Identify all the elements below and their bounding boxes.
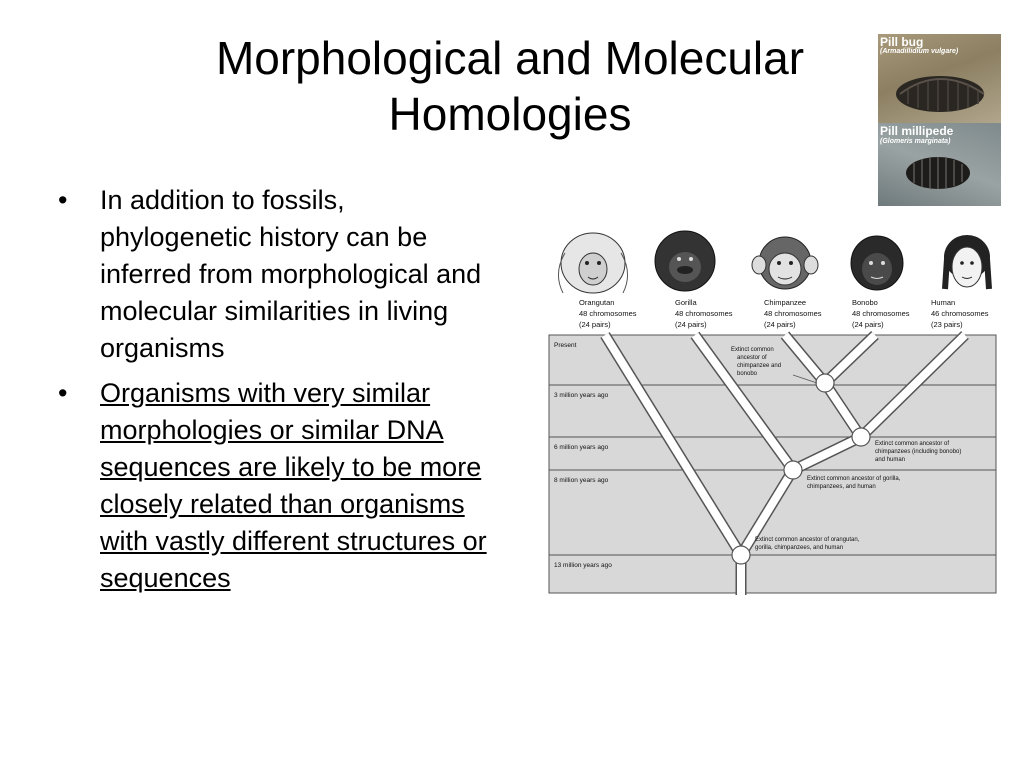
annotation-gorilla: Extinct common ancestor of gorilla, <box>807 476 901 482</box>
time-band-label: Present <box>554 342 577 349</box>
species-pairs: (24 pairs) <box>764 320 796 329</box>
bullet-text-underlined: Organisms with very similar morphologies or similar DNA sequences are likely to be more closely related than organisms with vastly different structures or sequences <box>100 378 487 593</box>
pill-bug-panel <box>878 34 1001 123</box>
orangutan-head-icon <box>558 233 627 293</box>
pill-bug-photo <box>878 34 1001 206</box>
pill-bug-label: Pill bug <box>880 35 924 49</box>
bonobo-head-icon <box>851 236 903 290</box>
node-chimp-bonobo <box>816 374 834 392</box>
bullet-item <box>58 182 498 367</box>
chimpanzee-head-icon <box>752 237 818 289</box>
annotation-chimp-bonobo: chimpanzee and <box>737 363 782 369</box>
annotation-orangutan: gorilla, chimpanzees, and human <box>755 545 844 551</box>
slide-title: Morphological and Molecular Homologies <box>215 32 805 140</box>
pill-millipede-panel <box>878 123 1001 206</box>
annotation-gorilla: chimpanzees, and human <box>807 484 876 490</box>
species-pairs: (24 pairs) <box>852 320 884 329</box>
time-band <box>549 385 996 437</box>
node-gorilla <box>784 461 802 479</box>
annotation-chimp-bonobo: ancestor of <box>737 355 767 361</box>
pill-millipede-species: (Glomeris marginata) <box>880 138 951 145</box>
species-pairs: (24 pairs) <box>579 320 611 329</box>
time-band-label: 3 million years ago <box>554 392 609 399</box>
bullet-list <box>58 182 498 605</box>
species-chromosomes: 46 chromosomes <box>931 309 989 318</box>
human-head-icon <box>944 235 990 289</box>
time-band-label: 13 million years ago <box>554 562 612 569</box>
time-band-label: 6 million years ago <box>554 444 609 451</box>
species-name: Gorilla <box>675 298 697 307</box>
annotation-chimp-bonobo: Extinct common <box>731 347 774 353</box>
species-chromosomes: 48 chromosomes <box>579 309 637 318</box>
bullet-marker: • <box>58 378 68 408</box>
species-name: Bonobo <box>852 298 878 307</box>
bullet-item <box>58 375 498 597</box>
time-band <box>549 555 996 593</box>
species-labels <box>579 298 989 329</box>
time-band-label: 8 million years ago <box>554 477 609 484</box>
species-pairs: (24 pairs) <box>675 320 707 329</box>
species-chromosomes: 48 chromosomes <box>764 309 822 318</box>
annotation-chimp-human: Extinct common ancestor of <box>875 441 950 447</box>
annotation-chimp-human: chimpanzees (including bonobo) <box>875 449 962 455</box>
species-name: Chimpanzee <box>764 298 807 307</box>
annotation-chimp-bonobo: bonobo <box>737 371 758 377</box>
species-name: Orangutan <box>579 298 615 307</box>
bullet-marker: • <box>58 185 68 215</box>
annotation-chimp-human: and human <box>875 457 906 463</box>
primate-phylogeny-diagram <box>545 225 1000 595</box>
annotation-orangutan: Extinct common ancestor of orangutan, <box>755 537 860 543</box>
species-chromosomes: 48 chromosomes <box>675 309 733 318</box>
node-chimp-human <box>852 428 870 446</box>
species-pairs: (23 pairs) <box>931 320 963 329</box>
pill-bug-species: (Armadillidium vulgare) <box>880 48 959 55</box>
pill-millipede-label: Pill millipede <box>880 124 954 138</box>
species-name: Human <box>931 298 956 307</box>
phylogeny-svg <box>545 225 1000 595</box>
node-orangutan <box>732 546 750 564</box>
species-chromosomes: 48 chromosomes <box>852 309 910 318</box>
gorilla-head-icon <box>655 231 715 291</box>
bullet-text: In addition to fossils, phylogenetic history can be inferred from morphological and molecular similarities in living organisms <box>100 185 482 363</box>
